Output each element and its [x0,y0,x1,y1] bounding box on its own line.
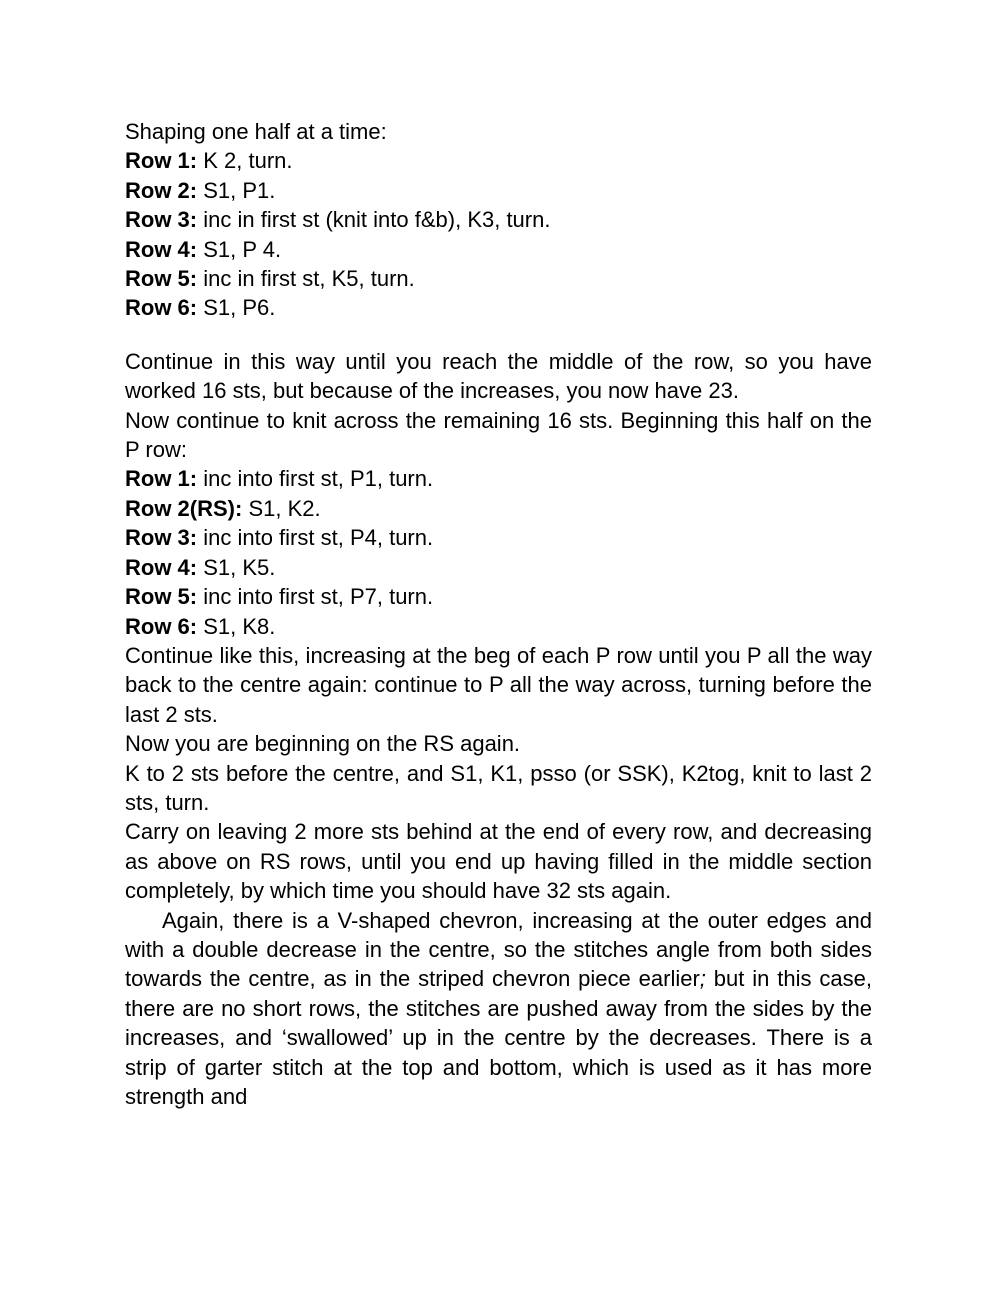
row-label: Row 3: [125,207,198,233]
row-text: S1, P6. [197,295,276,321]
row-text: inc into first st, P1, turn. [197,466,434,492]
instruction-row [125,553,872,582]
row-text: inc into first st, P7, turn. [197,584,434,610]
row-text: S1, K8. [197,613,276,639]
paragraph-chevron-explanation [125,906,872,1112]
instruction-row [125,612,872,641]
document-page [125,117,872,1111]
shaping-intro: Shaping one half at a time: [125,119,387,144]
instruction-row [125,205,872,234]
paragraph-carry-on: Carry on leaving 2 more sts behind at the end of every row, and decreasing as above on RS rows, until you end up having filled in the middle section completely, by which time you should have 32 sts again. [125,819,872,904]
instruction-row [125,146,872,175]
chevron-text-part-2: but in this case, there are no short rows, the stitches are pushed away from the sides by the increases, and ‘swallowed’ up in the centre by the decreases. There is a strip of garter stitch at the top and bottom, which is used as it has more strength and [125,966,872,1109]
paragraph-now-continue: Now continue to knit across the remaining 16 sts. Beginning this half on the P row: [125,407,872,463]
row-text: K 2, turn. [197,148,293,174]
instruction-row [125,293,872,322]
row-label: Row 1: [125,148,198,174]
row-text: inc in first st (knit into f&b), K3, turn. [197,207,551,233]
row-text: S1, P 4. [197,236,282,262]
instruction-row [125,582,872,611]
instruction-row [125,264,872,293]
row-text: inc into first st, P4, turn. [197,525,434,551]
row-label: Row 1: [125,466,198,492]
row-label: Row 3: [125,525,198,551]
instruction-row [125,494,872,523]
row-text: S1, K2. [242,495,321,521]
row-label: Row 6: [125,295,198,321]
row-text: S1, K5. [197,554,276,580]
paragraph-gap [125,323,872,347]
row-label: Row 4: [125,554,198,580]
instruction-row [125,523,872,552]
row-label: Row 6: [125,613,198,639]
chevron-semicolon: ; [699,966,706,992]
paragraph-k-to-centre: K to 2 sts before the centre, and S1, K1, psso (or SSK), K2tog, knit to last 2 sts, turn. [125,760,872,815]
row-text: S1, P1. [197,177,276,203]
row-label: Row 2: [125,177,198,203]
chevron-text-part-1: Again, there is a V-shaped chevron, increasing at the outer edges and with a double decrease in the centre, so the stitches angle from both sides towards the centre, as in the striped chevron piece earlier [125,907,872,992]
instruction-row [125,235,872,264]
row-label: Row 2(RS): [125,495,243,521]
paragraph-continue-like-this: Continue like this, increasing at the beg of each P row until you P all the way back to the centre again: continue to P all the way across, turning before the last 2 sts. [125,642,872,727]
row-label: Row 5: [125,266,198,292]
paragraph-rs-again: Now you are beginning on the RS again. [125,731,521,757]
instruction-row [125,464,872,493]
paragraph-continue-middle: Continue in this way until you reach the middle of the row, so you have worked 16 sts, but because of the increases, you now have 23. [125,348,872,404]
row-text: inc in first st, K5, turn. [197,266,415,292]
row-label: Row 4: [125,236,198,262]
row-label: Row 5: [125,584,198,610]
instruction-row [125,176,872,205]
